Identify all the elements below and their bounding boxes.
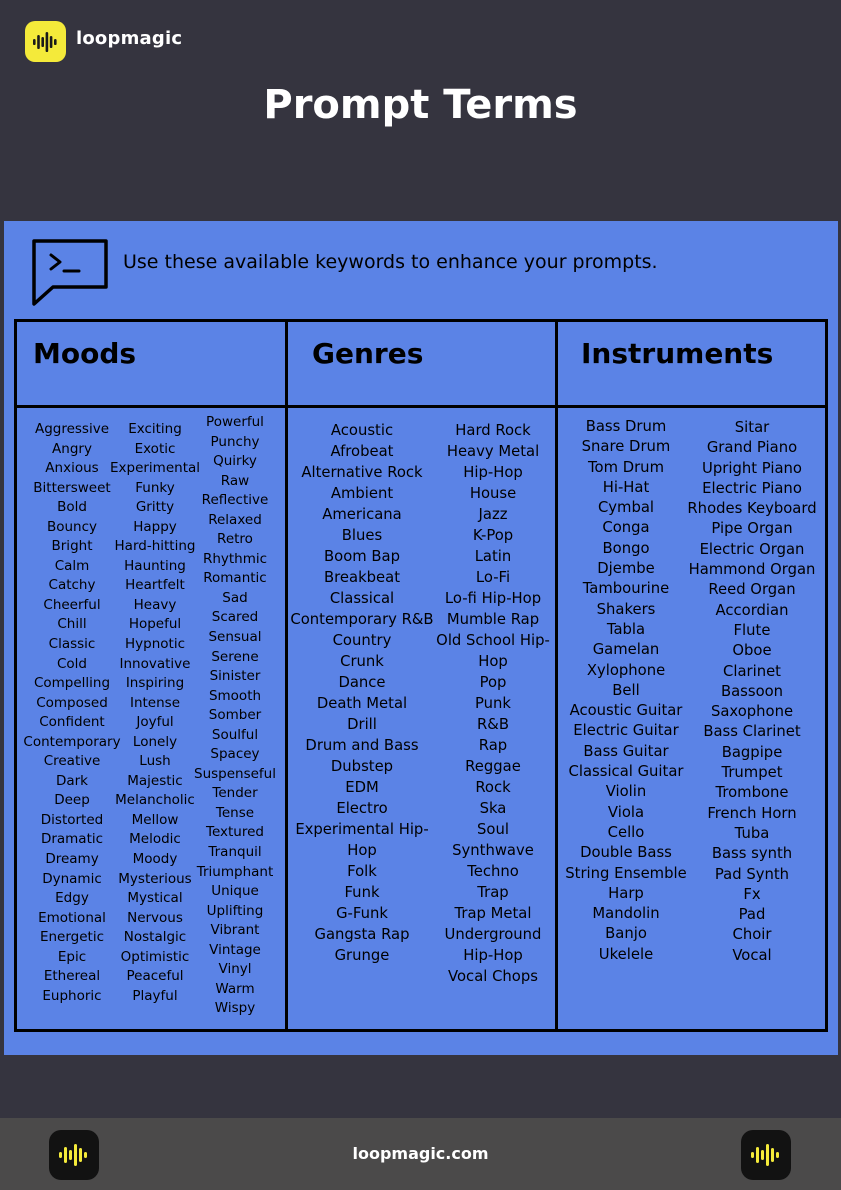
keyword-item: Soul	[477, 820, 509, 838]
keyword-item: House	[469, 484, 517, 502]
brand-logo	[25, 21, 66, 62]
keyword-item: Crunk	[340, 652, 384, 670]
keyword-item: Bass Drum	[585, 418, 667, 435]
keyword-item: Boom Bap	[324, 547, 400, 565]
keyword-item: Electro	[336, 799, 388, 817]
keyword-item: Compelling	[33, 675, 111, 692]
keyword-item: Scared	[211, 609, 259, 626]
keyword-item: Somber	[208, 707, 262, 724]
keyword-item: Suspenseful	[194, 765, 276, 782]
keyword-item: Dynamic	[42, 870, 102, 887]
moods-list-3	[185, 413, 285, 1019]
keyword-item: Contemporary R&B	[290, 610, 434, 628]
keyword-item: Tambourine	[582, 580, 670, 598]
keywords-panel	[4, 221, 838, 1055]
keyword-item: Rock	[475, 778, 511, 796]
keyword-item: Electric Piano	[702, 479, 802, 497]
keyword-item: Serene	[211, 648, 259, 665]
keyword-item: Innovative	[119, 655, 191, 672]
keyword-item: Experimental Hip-	[295, 820, 429, 838]
keyword-item: Vintage	[209, 941, 261, 958]
keyword-item: Gangsta Rap	[314, 925, 410, 943]
keyword-item: Epic	[57, 948, 87, 965]
keyword-item: Hopeful	[128, 616, 182, 633]
keyword-item: Double Bass	[580, 844, 672, 862]
keyword-item: Nostalgic	[123, 929, 187, 946]
keyword-item: Bright	[51, 538, 93, 555]
keyword-item: Bongo	[602, 539, 650, 557]
keyword-item: Cheerful	[43, 596, 101, 613]
keyword-item: Viola	[607, 803, 645, 821]
keyword-item: String Ensemble	[565, 864, 687, 882]
keyword-item: Playful	[132, 987, 178, 1004]
keyword-item: Sitar	[734, 419, 770, 436]
terminal-chat-icon	[31, 238, 109, 308]
keyword-item: French Horn	[707, 804, 797, 822]
keyword-item: Hop	[347, 841, 377, 859]
keyword-item: Grunge	[334, 946, 390, 964]
keyword-item: Blues	[341, 526, 383, 544]
keyword-item: Mandolin	[592, 905, 660, 923]
keyword-item: Inspiring	[125, 675, 185, 692]
keyword-item: Trumpet	[721, 764, 783, 782]
keyword-item: Acoustic Guitar	[569, 702, 683, 720]
keyword-item: Country	[332, 631, 392, 649]
keyword-item: Experimental	[109, 460, 201, 477]
genres-list-1	[289, 421, 435, 967]
keyword-item: Emotional	[38, 909, 106, 926]
keyword-item: Spacey	[210, 746, 260, 763]
column-divider	[285, 322, 288, 1029]
keyword-item: Textured	[206, 824, 264, 841]
keyword-item: Catchy	[48, 577, 96, 594]
keyword-item: Funky	[135, 479, 175, 496]
keyword-item: Heavy	[133, 596, 177, 613]
keyword-item: Joyful	[136, 714, 174, 731]
keyword-item: Latin	[474, 547, 512, 565]
footer	[0, 1118, 841, 1190]
keyword-item: Unique	[211, 883, 259, 900]
keyword-item: Romantic	[203, 570, 267, 587]
keyword-item: Melodic	[129, 831, 181, 848]
keyword-item: Oboe	[732, 642, 772, 660]
keyword-item: Afrobeat	[330, 442, 394, 460]
keyword-item: Rhythmic	[202, 550, 268, 567]
keyword-item: Breakbeat	[323, 568, 400, 586]
keyword-item: Retro	[217, 531, 253, 548]
keyword-item: Punk	[475, 694, 511, 712]
keyword-item: Tranquil	[208, 844, 262, 861]
intro-text: Use these available keywords to enhance your prompts.	[123, 251, 658, 273]
keyword-item: Lo-fi Hip-Hop	[444, 589, 542, 607]
keyword-item: Classical	[329, 589, 395, 607]
keyword-item: Wispy	[214, 1000, 256, 1017]
keyword-item: Upright Piano	[702, 459, 802, 477]
keyword-item: Bass synth	[711, 845, 793, 863]
keyword-item: Heavy Metal	[446, 442, 540, 460]
keyword-item: Moody	[132, 851, 178, 868]
keyword-item: Euphoric	[42, 987, 102, 1004]
keyword-item: Rap	[478, 736, 508, 754]
keyword-item: EDM	[345, 778, 379, 796]
keyword-item: Drum and Bass	[305, 736, 419, 754]
keyword-item: Jazz	[478, 505, 508, 523]
keyword-item: Rhodes Keyboard	[687, 500, 817, 518]
keyword-item: Hi-Hat	[602, 478, 650, 496]
keyword-item: Cymbal	[597, 499, 655, 517]
keyword-item: Vinyl	[218, 961, 252, 978]
keyword-item: Relaxed	[208, 511, 262, 528]
keyword-item: Bass Clarinet	[703, 723, 801, 741]
keyword-item: Mumble Rap	[446, 610, 540, 628]
keyword-item: Raw	[220, 472, 250, 489]
keyword-item: Anxious	[45, 460, 99, 477]
keyword-item: Hip-Hop	[463, 463, 523, 481]
keyword-item: Hop	[478, 652, 508, 670]
keyword-item: Bagpipe	[721, 743, 783, 761]
keyword-item: Choir	[732, 926, 772, 944]
keyword-item: Cold	[56, 655, 87, 672]
keyword-item: Cello	[607, 823, 645, 841]
keyword-item: Mysterious	[118, 870, 192, 887]
keyword-item: Intense	[129, 694, 181, 711]
keyword-item: Folk	[347, 862, 377, 880]
keyword-item: Triumphant	[196, 863, 274, 880]
keyword-item: Banjo	[605, 925, 647, 943]
keyword-item: Contemporary	[23, 733, 121, 750]
keyword-item: Aggressive	[34, 421, 110, 437]
keyword-item: Chill	[57, 616, 87, 633]
keyword-item: Hammond Organ	[688, 561, 816, 579]
footer-logo-right	[741, 1130, 791, 1180]
keyword-item: Bass Guitar	[583, 742, 669, 760]
keyword-item: Clarinet	[723, 662, 781, 680]
keyword-item: Confident	[39, 714, 105, 731]
keyword-item: Ukelele	[598, 945, 654, 963]
genres-heading: Genres	[312, 337, 424, 370]
keyword-item: Old School Hip-	[436, 631, 550, 649]
keyword-item: Vocal	[732, 946, 772, 964]
keywords-table	[14, 319, 828, 1032]
keyword-item: Snare Drum	[581, 438, 671, 456]
keyword-item: Majestic	[127, 772, 183, 789]
keyword-item: Hypnotic	[125, 636, 185, 653]
keyword-item: Bouncy	[46, 518, 98, 535]
keyword-item: Dreamy	[45, 851, 99, 868]
keyword-item: Hard Rock	[455, 422, 531, 439]
keyword-item: Electric Guitar	[573, 722, 679, 740]
keyword-item: Sad	[222, 589, 248, 606]
keyword-item: Fx	[743, 885, 761, 903]
keyword-item: Violin	[605, 783, 647, 801]
keyword-item: Haunting	[124, 557, 186, 574]
keyword-item: Bold	[57, 499, 87, 516]
keyword-item: Accordian	[715, 601, 789, 619]
keyword-item: Shakers	[596, 600, 656, 618]
keyword-item: Grand Piano	[706, 439, 798, 457]
keyword-item: Trap	[477, 883, 509, 901]
keyword-item: Xylophone	[586, 661, 666, 679]
keyword-item: Exotic	[134, 440, 176, 457]
keyword-item: Happy	[133, 518, 177, 535]
keyword-item: Death Metal	[316, 694, 408, 712]
keyword-item: Melancholic	[115, 792, 195, 809]
keyword-item: Trap Metal	[454, 904, 532, 922]
keyword-item: Nervous	[127, 909, 183, 926]
header-divider	[17, 405, 825, 408]
keyword-item: Peaceful	[126, 968, 184, 985]
keyword-item: Alternative Rock	[301, 463, 423, 481]
keyword-item: Gamelan	[592, 641, 660, 659]
keyword-item: Reed Organ	[708, 581, 796, 599]
keyword-item: Calm	[54, 557, 90, 574]
keyword-item: Americana	[322, 505, 402, 523]
keyword-item: Classic	[48, 636, 96, 653]
keyword-item: Bell	[612, 681, 640, 699]
keyword-item: Ethereal	[43, 968, 101, 985]
keyword-item: Lonely	[132, 733, 178, 750]
instruments-list-1	[561, 417, 691, 965]
keyword-item: Composed	[36, 694, 108, 711]
keyword-item: K-Pop	[472, 526, 514, 544]
keyword-item: Dark	[55, 772, 89, 789]
instruments-list-2	[683, 418, 821, 966]
keyword-item: Exciting	[128, 421, 182, 437]
keyword-item: Synthwave	[452, 841, 534, 859]
keyword-item: Underground	[444, 925, 542, 943]
keyword-item: Funk	[344, 883, 380, 901]
keyword-item: Trombone	[715, 784, 789, 802]
brand-name: loopmagic	[76, 28, 183, 49]
keyword-item: Classical Guitar	[568, 763, 684, 781]
keyword-item: Edgy	[55, 890, 89, 907]
keyword-item: Distorted	[40, 811, 104, 828]
keyword-item: Tender	[212, 785, 258, 802]
waveform-icon	[33, 31, 59, 53]
keyword-item: Dramatic	[40, 831, 104, 848]
keyword-item: Techno	[467, 862, 519, 880]
keyword-item: G-Funk	[336, 904, 388, 922]
keyword-item: Gritty	[135, 499, 175, 516]
keyword-item: Tom Drum	[588, 458, 664, 476]
keyword-item: Harp	[608, 884, 644, 902]
keyword-item: Warm	[215, 980, 255, 997]
keyword-item: Pop	[479, 673, 507, 691]
keyword-item: Tabla	[606, 620, 646, 638]
keyword-item: Pad	[738, 906, 766, 924]
keyword-item: Mellow	[131, 811, 179, 828]
keyword-item: Angry	[52, 440, 92, 457]
column-divider	[555, 322, 558, 1029]
keyword-item: Smooth	[208, 687, 262, 704]
keyword-item: Vocal Chops	[448, 967, 538, 985]
keyword-item: Pipe Organ	[711, 520, 793, 538]
keyword-item: Tense	[215, 804, 255, 821]
genres-list-2	[433, 421, 553, 988]
keyword-item: Flute	[733, 621, 771, 639]
keyword-item: Drill	[347, 715, 377, 733]
keyword-item: Dance	[338, 673, 386, 691]
keyword-item: Acoustic	[330, 422, 394, 439]
keyword-item: Lush	[139, 753, 171, 770]
keyword-item: Reggae	[465, 757, 521, 775]
website-link[interactable]: loopmagic.com	[352, 1144, 489, 1163]
keyword-item: Heartfelt	[125, 577, 185, 594]
keyword-item: Ambient	[330, 484, 394, 502]
keyword-item: Deep	[54, 792, 90, 809]
keyword-item: Electric Organ	[699, 540, 805, 558]
keyword-item: Hip-Hop	[463, 946, 523, 964]
keyword-item: Hard-hitting	[114, 538, 196, 555]
keyword-item: Djembe	[597, 560, 655, 578]
keyword-item: Mystical	[127, 890, 183, 907]
page-title: Prompt Terms	[263, 82, 578, 128]
keyword-item: Bassoon	[720, 682, 784, 700]
keyword-item: Reflective	[201, 492, 269, 509]
keyword-item: Uplifting	[206, 902, 264, 919]
keyword-item: Pad Synth	[714, 865, 790, 883]
keyword-item: Sensual	[208, 629, 262, 646]
keyword-item: Bittersweet	[33, 479, 111, 496]
keyword-item: Vibrant	[210, 922, 260, 939]
keyword-item: Powerful	[206, 414, 264, 430]
keyword-item: R&B	[477, 715, 509, 733]
keyword-item: Ska	[479, 799, 507, 817]
waveform-icon	[751, 1143, 781, 1167]
keyword-item: Tuba	[734, 824, 770, 842]
keyword-item: Creative	[43, 753, 101, 770]
keyword-item: Dubstep	[330, 757, 394, 775]
keyword-item: Sinister	[209, 668, 261, 685]
instruments-heading: Instruments	[581, 337, 774, 370]
keyword-item: Energetic	[39, 929, 105, 946]
keyword-item: Punchy	[210, 433, 260, 450]
keyword-item: Saxophone	[710, 703, 794, 721]
keyword-item: Optimistic	[120, 948, 190, 965]
moods-heading: Moods	[33, 337, 137, 370]
keyword-item: Lo-Fi	[475, 568, 511, 586]
keyword-item: Quirky	[213, 453, 257, 470]
keyword-item: Conga	[602, 519, 650, 537]
keyword-item: Soulful	[211, 726, 259, 743]
